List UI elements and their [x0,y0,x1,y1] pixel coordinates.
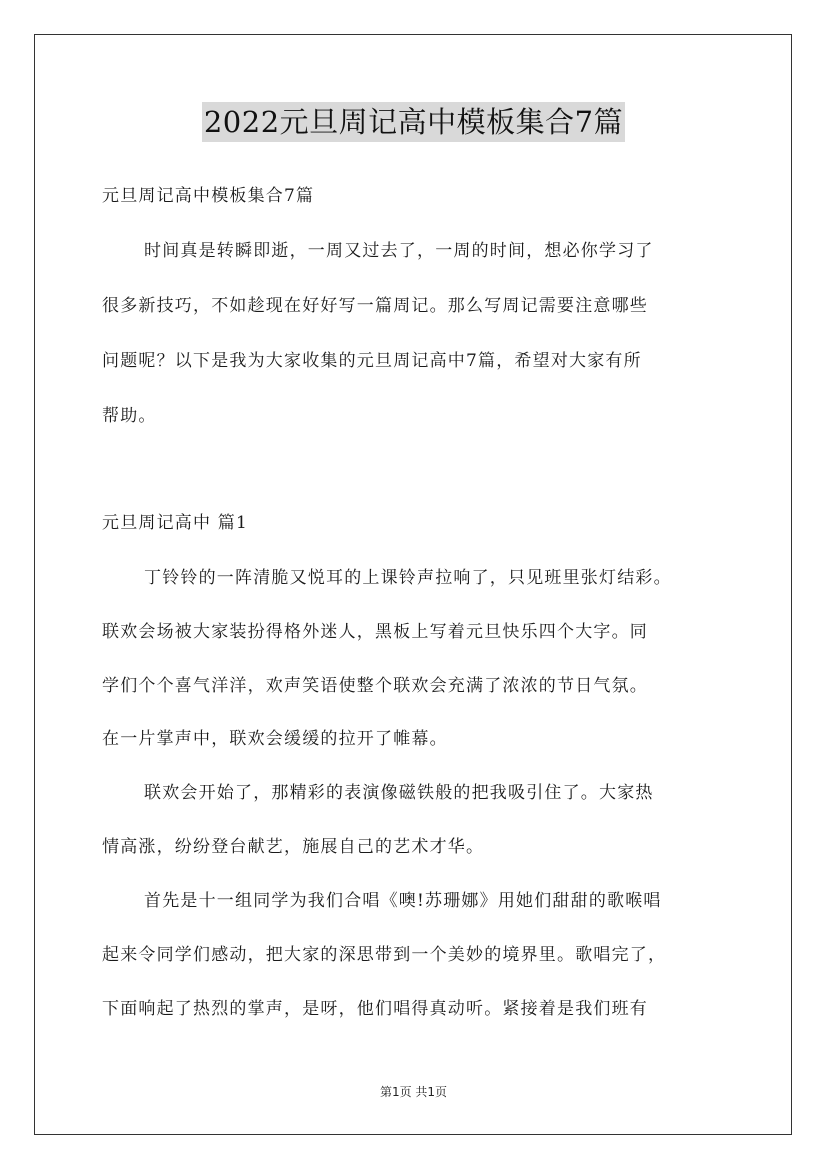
para3-line-2: 起来令同学们感动，把大家的深思带到一个美妙的境界里。歌唱完了， [102,945,667,965]
para1-line-4: 在一片掌声中，联欢会缓缓的拉开了帷幕。 [102,729,448,749]
document-title: 2022元旦周记高中模板集合7篇 [202,102,625,142]
para3-line-3: 下面响起了热烈的掌声，是呀，他们唱得真动听。紧接着是我们班有 [102,999,648,1019]
para3-line-1: 首先是十一组同学为我们合唱《噢!苏珊娜》用她们甜甜的歌喉唱 [144,891,662,911]
intro-line-2: 很多新技巧，不如趁现在好好写一篇周记。那么写周记需要注意哪些 [102,296,648,316]
page-footer [0,1083,827,1100]
intro-line-1: 时间真是转瞬即逝，一周又过去了，一周的时间，想必你学习了 [144,241,654,261]
para1-line-3: 学们个个喜气洋洋，欢声笑语使整个联欢会充满了浓浓的节日气氛。 [102,676,648,696]
para1-line-1: 丁铃铃的一阵清脆又悦耳的上课铃声拉响了，只见班里张灯结彩。 [144,568,672,588]
document-subtitle: 元旦周记高中模板集合7篇 [102,186,315,206]
para2-line-2: 情高涨，纷纷登台献艺，施展自己的艺术才华。 [102,837,485,857]
section-heading: 元旦周记高中 篇1 [102,513,249,533]
para2-line-1: 联欢会开始了，那精彩的表演像磁铁般的把我吸引住了。大家热 [144,783,654,803]
para1-line-2: 联欢会场被大家装扮得格外迷人，黑板上写着元旦快乐四个大字。同 [102,622,648,642]
page-number-label: 第1页 共1页 [379,1085,448,1099]
intro-line-4: 帮助。 [102,406,157,426]
title-container [0,102,827,142]
intro-line-3: 问题呢？以下是我为大家收集的元旦周记高中7篇，希望对大家有所 [102,351,642,371]
